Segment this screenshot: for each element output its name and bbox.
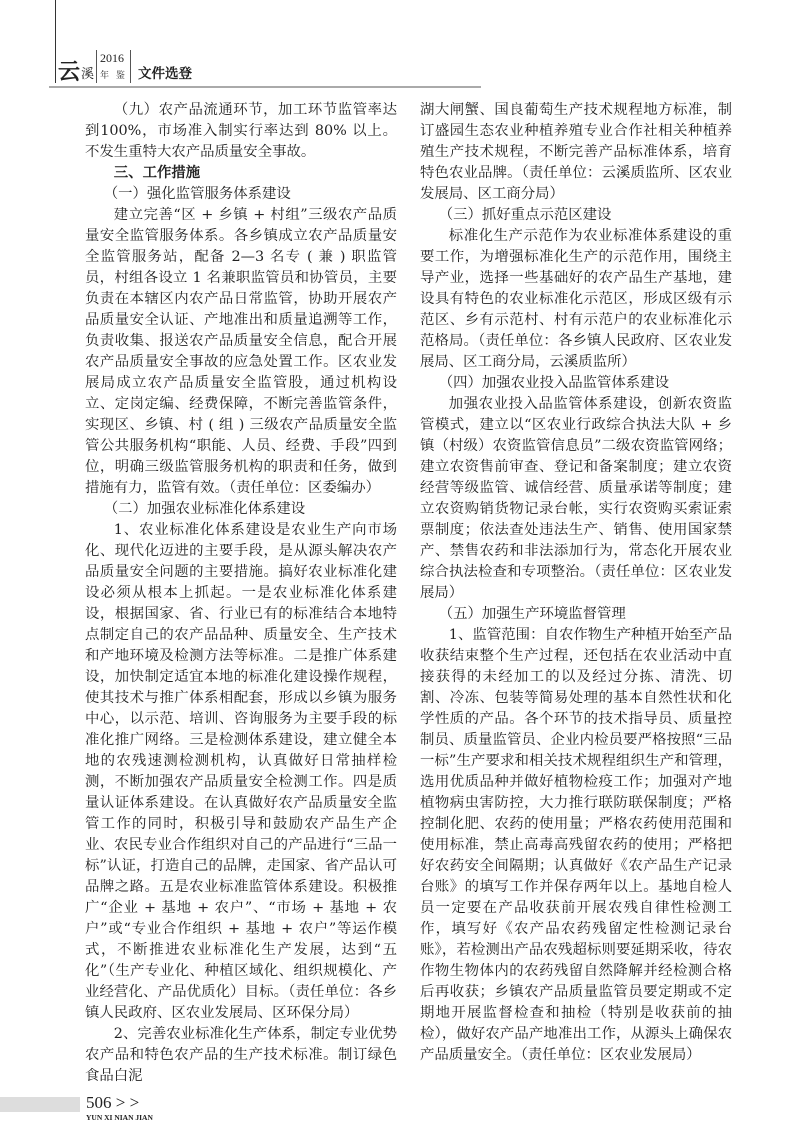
- header-yearbook-label: 年 鉴: [100, 71, 127, 81]
- paragraph: 标准化生产示范作为农业标准体系建设的重要工作，为增强标准化生产的示范作用，围绕主导产业，选择一些基础好的农产品生产基地，建设具有特色的农业标准化示范区，形成区级有示范区、乡有示范村、村有示范户的农业标准化示范格局。（责任单位：各乡镇人民政府、区农业发展局、区工商分局，云溪质监所）: [420, 228, 732, 370]
- paragraph: 湖大闸蟹、国良葡萄生产技术规程地方标准，制订盛园生态农业种植养殖专业合作社相关种植养殖生产技术规程，不断完善产品标准体系，培育特色农业品牌。（责任单位：云溪质监所、区农业发展局、区工商分局）: [420, 102, 732, 202]
- paragraph: 1、监管范围：自农作物生产种植开始至产品收获结束整个生产过程，还包括在农业活动中直接获得的未经加工的以及经过分拣、清洗、切割、冷冻、包装等简易处理的基本自然性状和化学性质的产品。各个环节的技术指导员、质量控制员、质量监管员、企业内检员要严格按照“三品一标”生产要求和相关技术规程组织生产和管理，选用优质品种并做好植物检疫工作；加强对产地植物病虫害防控，大力推行联防联保制度；严格控制化肥、农药的使用量；严格农药使用范围和使用标准，禁止高毒高残留农药的使用；严格把好农药安全间隔期；认真做好《农产品生产记录台账》的填写工作并保存两年以上。基地自检人员一定要在产品收获前开展农残自律性检测工作，填写好《农产品农药残留定性检测记录台账》，若检测出产品农残超标则要延期采收，待农作物生物体内的农药残留自然降解并经检测合格后再收获；乡镇农产品质量监管员要定期或不定期地开展监督检查和抽检（特别是收获前的抽检），做好农产品产地准出工作，从源头上确保农产品质量安全。（责任单位：区农业发展局）: [420, 627, 732, 1063]
- footer-subtitle: YUN XI NIAN JIAN: [86, 1113, 153, 1122]
- right-column: [420, 100, 732, 1066]
- subsection-heading: （三）抓好重点示范区建设: [438, 207, 612, 223]
- header-section-title: 文件选登: [138, 66, 192, 82]
- header-vertical-line: [55, 0, 56, 83]
- paragraph: 2、完善农业标准化生产体系，制定专业优势农产品和特色农产品的生产技术标准。制订绿色食品白泥: [85, 1026, 397, 1084]
- paragraph: （九）农产品流通环节，加工环节监管率达到100%，市场准入制实行率达到 80% 以上。不发生重特大农产品质量安全事故。: [85, 102, 397, 160]
- subsection-heading: （四）加强农业投入品监管体系建设: [438, 375, 669, 391]
- page-number: 506 > >: [86, 1093, 140, 1112]
- subsection-heading: （一）强化监管服务体系建设: [103, 186, 291, 202]
- header-year: 2016: [100, 51, 124, 65]
- paragraph: 建立完善“区 + 乡镇 + 村组”三级农产品质量安全监管服务体系。各乡镇成立农产品质量安全监管服务站，配备 2—3 名专 ( 兼 ) 职监管员，村组各设立 1 名兼职监管员和协管员，主要负责在本辖区内农产品日常监管，协助开展农产品质量安全认证、产地准出和质量追溯等工作，负责收集、报送农产品质量安全信息，配合开展农产品质量安全事故的应急处置工作。区农业发展局成立农产品质量安全监管股，通过机构设立、定岗定编、经费保障，不断完善监管条件，实现区、乡镇、村 ( 组 ) 三级农产品质量安全监管公共服务机构“职能、人员、经费、手段”四到位，明确三级监管服务机构的职责和任务，做到措施有力，监管有效。（责任单位：区委编办）: [85, 207, 397, 496]
- header-rule: [49, 86, 481, 88]
- subsection-heading: （二）加强农业标准化体系建设: [103, 501, 306, 517]
- header-logo-char-1: 云: [58, 59, 81, 85]
- subsection-heading: （五）加强生产环境监督管理: [438, 606, 626, 622]
- left-column: [85, 100, 397, 1087]
- footer-bar: [0, 1097, 80, 1112]
- header-logo-char-2: 溪: [81, 67, 95, 82]
- paragraph: 加强农业投入品监管体系建设，创新农资监管模式，建立以“区农业行政综合执法大队 + 乡镇（村级）农资监管信息员”二级农资监管网络；建立农资售前审查、登记和备案制度；建立农资经营等级监管、诚信经营、质量承诺等制度；建立农资购销货物记录台帐，实行农资购买索证索票制度；依法查处违法生产、销售、使用国家禁产、禁售农药和非法添加行为，常态化开展农业综合执法检查和专项整治。（责任单位：区农业发展局）: [420, 396, 732, 601]
- paragraph: 1、农业标准化体系建设是农业生产向市场化、现代化迈进的主要手段，是从源头解决农产品质量安全问题的主要措施。搞好农业标准化建设必须从根本上抓起。一是农业标准化体系建设，根据国家、省、行业已有的标准结合本地特点制定自己的农产品品种、质量安全、生产技术和产地环境及检测方法等标准。二是推广体系建设，加快制定适宜本地的标准化建设操作规程，使其技术与推广体系相配套，形成以乡镇为服务中心，以示范、培训、咨询服务为主要手段的标准化推广网络。三是检测体系建设，建立健全本地的农残速测检测机构，认真做好日常抽样检测，不断加强农产品质量安全检测工作。四是质量认证体系建设。在认真做好农产品质量安全监管工作的同时，积极引导和鼓励农产品生产企业、农民专业合作组织对自己的产品进行“三品一标”认证，打造自己的品牌，走国家、省产品认可品牌之路。五是农业标准监管体系建设。积极推广“企业 + 基地 + 农户”、“市场 + 基地 + 农户”或“专业合作组织 + 基地 + 农户”等运作模式，不断推进农业标准化生产发展，达到“五化”（生产专业化、种植区域化、组织规模化、产业经营化、产品优质化）目标。（责任单位：各乡镇人民政府、区农业发展局、区环保分局）: [85, 522, 397, 1021]
- section-heading: 三、工作措施: [113, 165, 201, 181]
- header-divider: [130, 50, 131, 83]
- header-divider: [96, 50, 97, 83]
